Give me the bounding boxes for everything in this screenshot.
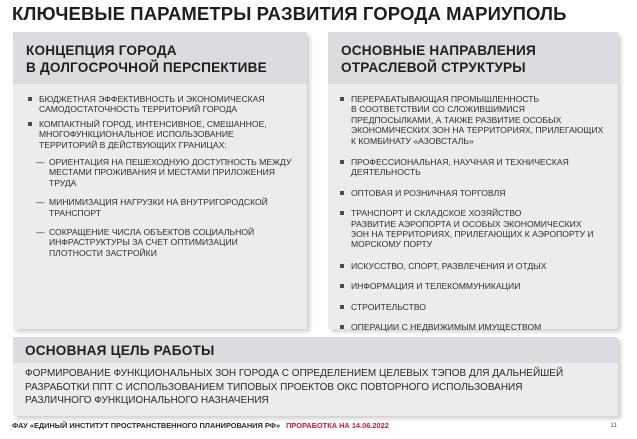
sub-line: — СОКРАЩЕНИЕ ЧИСЛА ОБЪЕКТОВ СОЦИАЛЬНОЙ <box>49 227 255 238</box>
list-item <box>339 281 612 291</box>
concept-panel-heading <box>13 32 307 84</box>
goal-panel <box>13 337 618 416</box>
industry-item-title: ПРОФЕССИОНАЛЬНАЯ, НАУЧНАЯ И ТЕХНИЧЕСКАЯ <box>351 157 569 168</box>
list-item <box>339 302 612 312</box>
bullet-line: ТЕРРИТОРИЙ В ДЕЙСТВУЮЩИХ ГРАНИЦАХ: <box>39 139 227 150</box>
goal-text-line: ФОРМИРОВАНИЕ ФУНКЦИОНАЛЬНЫХ ЗОН ГОРОДА С ОПРЕДЕЛЕНИЕМ ЦЕЛЕВЫХ ТЭПОВ ДЛЯ ДАЛЬНЕЙШЕЙ <box>25 368 564 379</box>
footer-org: ФАУ «ЕДИНЫЙ ИНСТИТУТ ПРОСТРАНСТВЕННОГО ПЛАНИРОВАНИЯ РФ» <box>12 421 281 430</box>
sub-line: ПЛОТНОСТИ ЗАСТРОЙКИ <box>49 247 157 258</box>
bullet-line: МНОГОФУНКЦИОНАЛЬНОЕ ИСПОЛЬЗОВАНИЕ <box>39 129 234 140</box>
sub-line: — МИНИМИЗАЦИЯ НАГРУЗКИ НА ВНУТРИГОРОДСКОЙ <box>49 197 268 208</box>
industry-item-title: ТРАНСПОРТ И СКЛАДСКОЕ ХОЗЯЙСТВО <box>351 208 522 219</box>
list-item <box>27 119 299 258</box>
list-item <box>339 157 612 178</box>
heading-line: КОНЦЕПЦИЯ ГОРОДА <box>26 43 177 58</box>
sub-list-item <box>36 197 299 218</box>
sub-line: ТРУДА <box>49 177 77 188</box>
industry-item-detail: МОРСКОМУ ПОРТУ <box>351 239 433 250</box>
concept-panel <box>13 32 307 329</box>
industry-item-detail: ДЕЯТЕЛЬНОСТЬ <box>351 167 421 178</box>
sub-list-item <box>36 227 299 258</box>
list-item <box>339 208 612 250</box>
bullet-line: КОМПАКТНЫЙ ГОРОД, ИНТЕНСИВНОЕ, СМЕШАННОЕ, <box>39 118 267 129</box>
industry-bullet-list <box>339 94 612 333</box>
sub-list <box>36 157 299 258</box>
sub-line: ТРАНСПОРТ <box>49 207 102 218</box>
list-item <box>339 322 612 332</box>
goal-text-line: РАЗЛИЧНОГО ФУНКЦИОНАЛЬНОГО НАЗНАЧЕНИЯ <box>25 395 269 406</box>
sub-line: — ОРИЕНТАЦИЯ НА ПЕШЕХОДНУЮ ДОСТУПНОСТЬ МЕЖДУ <box>49 157 292 168</box>
goal-heading: ОСНОВНАЯ ЦЕЛЬ РАБОТЫ <box>13 337 618 363</box>
footer <box>12 421 389 430</box>
heading-line: ОСНОВНЫЕ НАПРАВЛЕНИЯ <box>341 43 536 58</box>
bullet-line: БЮДЖЕТНАЯ ЭФФЕКТИВНОСТЬ И ЭКОНОМИЧЕСКАЯ <box>39 94 265 104</box>
industry-item-detail: ПРЕДПОСЫЛКАМИ, А ТАКЖЕ РАЗВИТИЕ ОСОБЫХ <box>351 114 562 125</box>
industry-item-title: ИСКУССТВО, СПОРТ, РАЗВЛЕЧЕНИЯ И ОТДЫХ <box>351 260 547 271</box>
industry-item-detail: К КОМБИНАТУ «АЗОВСТАЛЬ» <box>351 135 474 146</box>
page-title: КЛЮЧЕВЫЕ ПАРАМЕТРЫ РАЗВИТИЯ ГОРОДА МАРИУПОЛЬ <box>12 3 567 24</box>
industry-panel <box>328 32 618 333</box>
sub-line: ИНФРАСТРУКТУРЫ ЗА СЧЕТ ОПТИМИЗАЦИИ <box>49 237 238 248</box>
list-item <box>27 94 299 115</box>
industry-item-title: ОПЕРАЦИИ С НЕДВИЖИМЫМ ИМУЩЕСТВОМ <box>351 322 542 333</box>
heading-line: В ДОЛГОСРОЧНОЙ ПЕРСПЕКТИВЕ <box>26 60 267 75</box>
concept-bullet-list <box>27 94 299 267</box>
list-item <box>339 188 612 198</box>
industry-panel-heading <box>328 32 618 84</box>
goal-text <box>25 367 610 408</box>
industry-item-detail: ЭКОНОМИЧЕСКИХ ЗОН НА ТЕРРИТОРИЯХ, ПРИЛЕГАЮЩИХ <box>351 125 604 136</box>
list-item <box>339 94 612 146</box>
bullet-line: САМОДОСТАТОЧНОСТЬ ТЕРРИТОРИЙ ГОРОДА <box>39 104 238 115</box>
page-number: 11 <box>610 422 617 429</box>
industry-item-detail: ЗОН НА ТЕРРИТОРИЯХ, ПРИЛЕГАЮЩИХ К АЭРОПОРТУ И <box>351 229 594 240</box>
industry-item-title: ОПТОВАЯ И РОЗНИЧНАЯ ТОРГОВЛЯ <box>351 187 506 198</box>
footer-date-note: ПРОРАБОТКА НА 14.06.2022 <box>286 421 389 430</box>
industry-item-title: ПЕРЕРАБАТЫВАЮЩАЯ ПРОМЫШЛЕННОСТЬ <box>351 94 540 104</box>
sub-list-item <box>36 157 299 188</box>
goal-text-line: РАЗРАБОТКИ ППТ С ИСПОЛЬЗОВАНИЕМ ТИПОВЫХ ПРОЕКТОВ ОКС ПОВТОРНОГО ИСПОЛЬЗОВАНИЯ <box>25 381 523 393</box>
industry-item-title: СТРОИТЕЛЬСТВО <box>351 301 426 312</box>
sub-line: МЕСТАМИ ПРОЖИВАНИЯ И МЕСТАМИ ПРИЛОЖЕНИЯ <box>49 167 275 178</box>
list-item <box>339 261 612 271</box>
industry-item-title: ИНФОРМАЦИЯ И ТЕЛЕКОММУНИКАЦИИ <box>351 281 521 292</box>
industry-item-detail: РАЗВИТИЕ АЭРОПОРТА И ОСОБЫХ ЭКОНОМИЧЕСКИХ <box>351 218 582 229</box>
heading-line: ОТРАСЛЕВОЙ СТРУКТУРЫ <box>341 60 526 75</box>
industry-item-detail: В СООТВЕТСТВИИ СО СЛОЖИВШИМИСЯ <box>351 104 525 115</box>
